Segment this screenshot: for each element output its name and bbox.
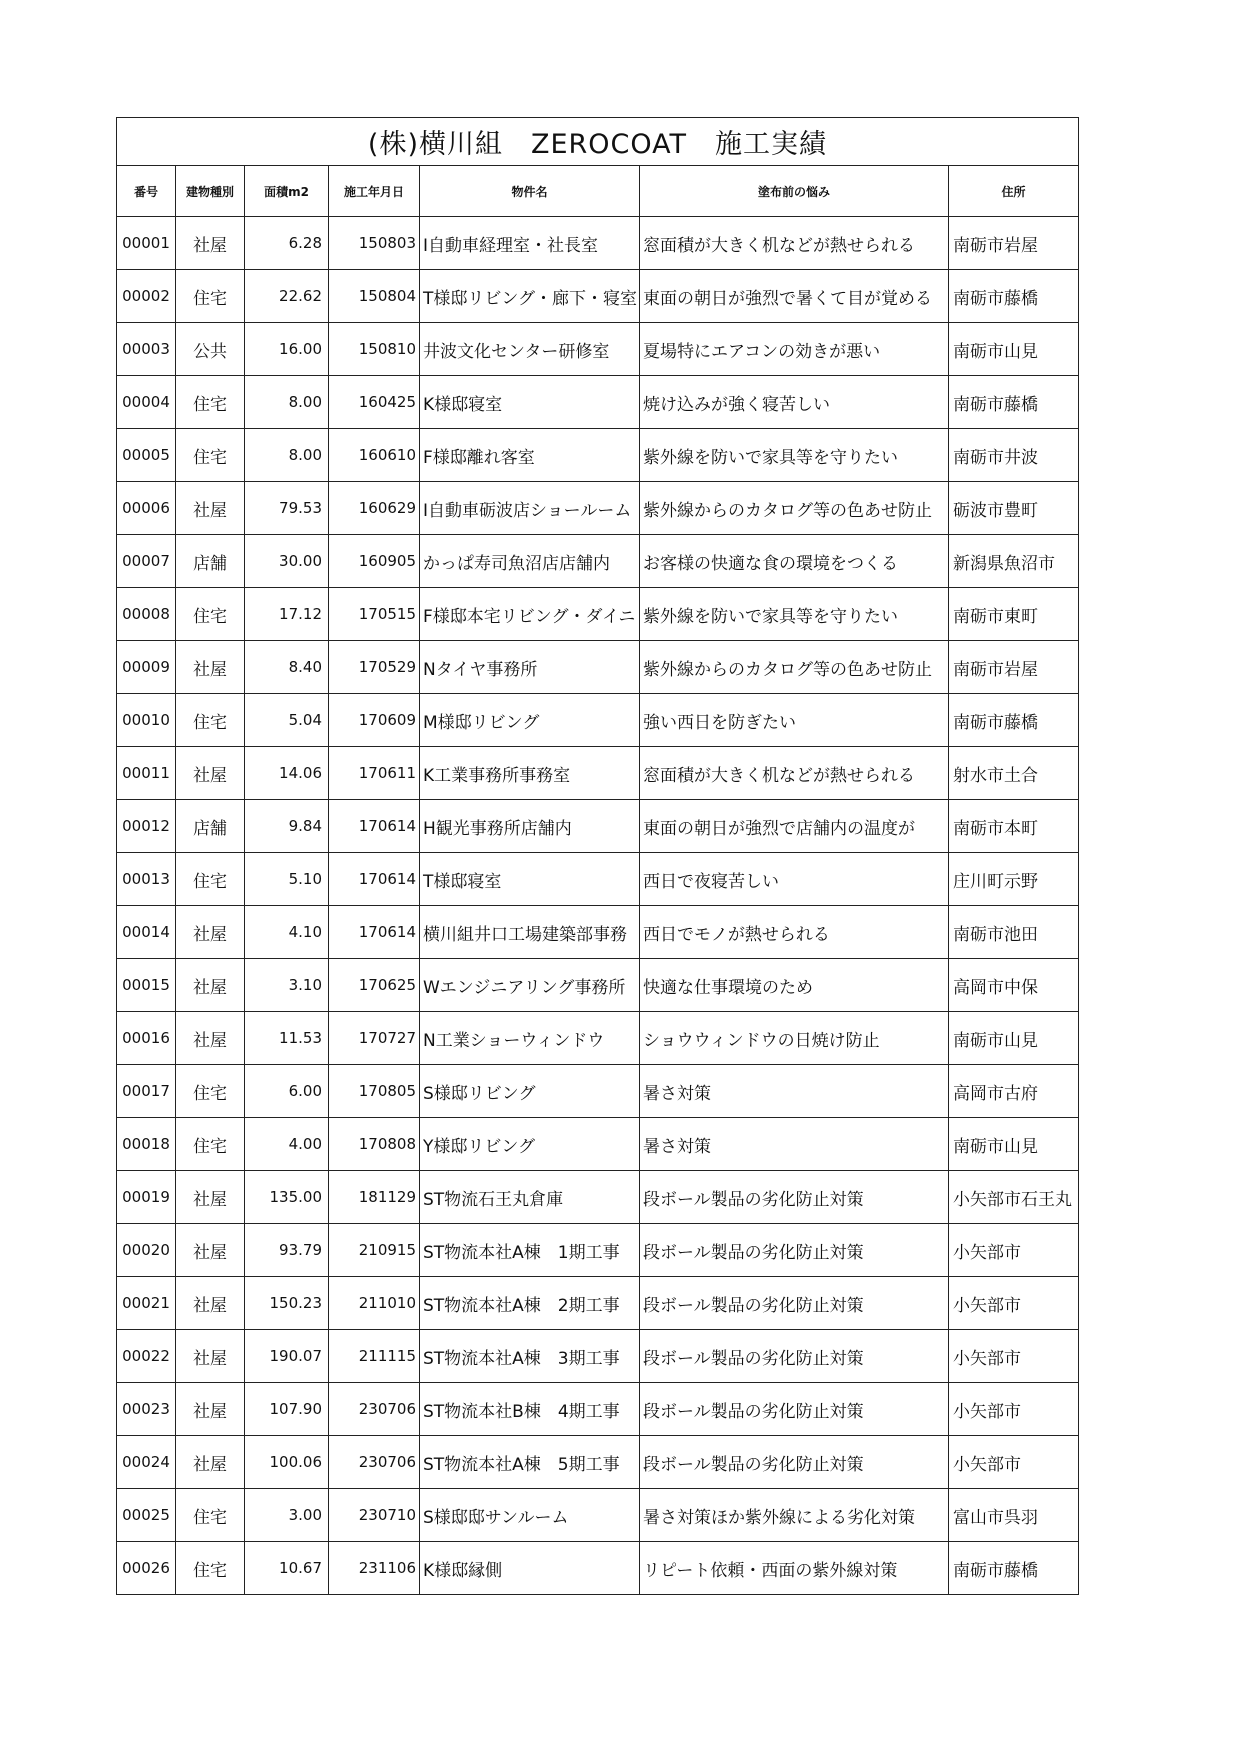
cell-address: 小矢部市 [949, 1224, 1079, 1277]
cell-address: 高岡市古府 [949, 1065, 1079, 1118]
cell-name: T様邸リビング・廊下・寝室 [420, 270, 640, 323]
cell-area: 8.00 [245, 429, 329, 482]
cell-type: 住宅 [176, 588, 245, 641]
cell-area: 8.00 [245, 376, 329, 429]
cell-no: 00018 [117, 1118, 176, 1171]
cell-date: 160905 [329, 535, 420, 588]
cell-no: 00010 [117, 694, 176, 747]
cell-date: 170515 [329, 588, 420, 641]
cell-area: 17.12 [245, 588, 329, 641]
cell-type: 社屋 [176, 482, 245, 535]
table-row [117, 1330, 1079, 1383]
cell-date: 150803 [329, 217, 420, 270]
cell-issue: 窓面積が大きく机などが熱せられる [640, 747, 949, 800]
cell-name: かっぱ寿司魚沼店店舗内 [420, 535, 640, 588]
cell-name: ST物流本社B棟 4期工事 [420, 1383, 640, 1436]
cell-date: 170614 [329, 906, 420, 959]
cell-area: 9.84 [245, 800, 329, 853]
cell-type: 住宅 [176, 853, 245, 906]
sheet-title: (株)横川組 ZEROCOAT 施工実績 [117, 118, 1079, 166]
cell-type: 店舗 [176, 535, 245, 588]
cell-issue: 窓面積が大きく机などが熱せられる [640, 217, 949, 270]
cell-address: 砺波市豊町 [949, 482, 1079, 535]
cell-issue: 段ボール製品の劣化防止対策 [640, 1436, 949, 1489]
cell-no: 00021 [117, 1277, 176, 1330]
cell-address: 南砺市東町 [949, 588, 1079, 641]
cell-issue: 段ボール製品の劣化防止対策 [640, 1171, 949, 1224]
cell-issue: 暑さ対策 [640, 1118, 949, 1171]
table-row [117, 429, 1079, 482]
cell-type: 住宅 [176, 429, 245, 482]
cell-address: 南砺市山見 [949, 1118, 1079, 1171]
cell-date: 210915 [329, 1224, 420, 1277]
cell-date: 170529 [329, 641, 420, 694]
header-address: 住所 [949, 166, 1079, 217]
cell-issue: 東面の朝日が強烈で暑くて目が覚める [640, 270, 949, 323]
table-row [117, 641, 1079, 694]
cell-date: 150804 [329, 270, 420, 323]
table-row [117, 1171, 1079, 1224]
cell-date: 170611 [329, 747, 420, 800]
cell-type: 店舗 [176, 800, 245, 853]
cell-area: 22.62 [245, 270, 329, 323]
cell-date: 230706 [329, 1383, 420, 1436]
cell-type: 社屋 [176, 1012, 245, 1065]
cell-name: I自動車砺波店ショールーム [420, 482, 640, 535]
cell-address: 小矢部市 [949, 1383, 1079, 1436]
cell-no: 00022 [117, 1330, 176, 1383]
cell-area: 10.67 [245, 1542, 329, 1595]
cell-name: T様邸寝室 [420, 853, 640, 906]
cell-name: I自動車経理室・社長室 [420, 217, 640, 270]
table-row [117, 588, 1079, 641]
cell-date: 211115 [329, 1330, 420, 1383]
cell-date: 170609 [329, 694, 420, 747]
cell-name: F様邸本宅リビング・ダイニ [420, 588, 640, 641]
cell-type: 社屋 [176, 1171, 245, 1224]
cell-type: 社屋 [176, 217, 245, 270]
table-row [117, 1224, 1079, 1277]
cell-date: 230706 [329, 1436, 420, 1489]
table-row [117, 482, 1079, 535]
cell-date: 230710 [329, 1489, 420, 1542]
table-row [117, 1542, 1079, 1595]
table-row [117, 270, 1079, 323]
cell-issue: 段ボール製品の劣化防止対策 [640, 1383, 949, 1436]
cell-address: 小矢部市 [949, 1330, 1079, 1383]
cell-no: 00017 [117, 1065, 176, 1118]
cell-date: 150810 [329, 323, 420, 376]
cell-area: 5.04 [245, 694, 329, 747]
cell-address: 小矢部市石王丸 [949, 1171, 1079, 1224]
cell-type: 社屋 [176, 1383, 245, 1436]
cell-no: 00019 [117, 1171, 176, 1224]
cell-name: K様邸縁側 [420, 1542, 640, 1595]
cell-name: M様邸リビング [420, 694, 640, 747]
header-date: 施工年月日 [329, 166, 420, 217]
table-row [117, 535, 1079, 588]
cell-address: 南砺市藤橋 [949, 1542, 1079, 1595]
cell-issue: 西日でモノが熱せられる [640, 906, 949, 959]
cell-address: 新潟県魚沼市 [949, 535, 1079, 588]
table-row [117, 959, 1079, 1012]
table-row [117, 1436, 1079, 1489]
table-row [117, 323, 1079, 376]
cell-no: 00008 [117, 588, 176, 641]
table-row [117, 800, 1079, 853]
cell-name: F様邸離れ客室 [420, 429, 640, 482]
cell-issue: 紫外線を防いで家具等を守りたい [640, 588, 949, 641]
table-row [117, 1118, 1079, 1171]
cell-name: ST物流本社A棟 2期工事 [420, 1277, 640, 1330]
cell-type: 住宅 [176, 1542, 245, 1595]
cell-no: 00024 [117, 1436, 176, 1489]
cell-name: K様邸寝室 [420, 376, 640, 429]
cell-name: ST物流本社A棟 3期工事 [420, 1330, 640, 1383]
construction-record-table [116, 117, 1079, 1595]
cell-type: 住宅 [176, 1118, 245, 1171]
cell-area: 4.00 [245, 1118, 329, 1171]
cell-area: 3.10 [245, 959, 329, 1012]
cell-no: 00015 [117, 959, 176, 1012]
cell-address: 小矢部市 [949, 1277, 1079, 1330]
cell-issue: 紫外線からのカタログ等の色あせ防止 [640, 641, 949, 694]
cell-date: 170614 [329, 800, 420, 853]
cell-type: 社屋 [176, 906, 245, 959]
cell-name: ST物流石王丸倉庫 [420, 1171, 640, 1224]
cell-issue: 段ボール製品の劣化防止対策 [640, 1224, 949, 1277]
cell-address: 南砺市岩屋 [949, 641, 1079, 694]
cell-date: 181129 [329, 1171, 420, 1224]
cell-name: 横川組井口工場建築部事務 [420, 906, 640, 959]
table-row [117, 747, 1079, 800]
cell-area: 4.10 [245, 906, 329, 959]
cell-name: S様邸邸サンルーム [420, 1489, 640, 1542]
table-row [117, 1277, 1079, 1330]
cell-date: 160629 [329, 482, 420, 535]
cell-no: 00012 [117, 800, 176, 853]
cell-no: 00023 [117, 1383, 176, 1436]
cell-no: 00003 [117, 323, 176, 376]
cell-type: 住宅 [176, 694, 245, 747]
cell-date: 160610 [329, 429, 420, 482]
cell-issue: 焼け込みが強く寝苦しい [640, 376, 949, 429]
cell-issue: 強い西日を防ぎたい [640, 694, 949, 747]
cell-address: 南砺市本町 [949, 800, 1079, 853]
cell-address: 庄川町示野 [949, 853, 1079, 906]
cell-address: 射水市土合 [949, 747, 1079, 800]
header-type: 建物種別 [176, 166, 245, 217]
table-row [117, 694, 1079, 747]
cell-address: 南砺市藤橋 [949, 376, 1079, 429]
cell-date: 231106 [329, 1542, 420, 1595]
cell-area: 5.10 [245, 853, 329, 906]
cell-address: 南砺市藤橋 [949, 270, 1079, 323]
cell-issue: 段ボール製品の劣化防止対策 [640, 1277, 949, 1330]
header-issue: 塗布前の悩み [640, 166, 949, 217]
cell-no: 00009 [117, 641, 176, 694]
table-row [117, 1489, 1079, 1542]
cell-type: 社屋 [176, 641, 245, 694]
cell-issue: 夏場特にエアコンの効きが悪い [640, 323, 949, 376]
cell-area: 107.90 [245, 1383, 329, 1436]
cell-area: 3.00 [245, 1489, 329, 1542]
cell-address: 南砺市山見 [949, 323, 1079, 376]
cell-area: 16.00 [245, 323, 329, 376]
cell-name: S様邸リビング [420, 1065, 640, 1118]
cell-no: 00007 [117, 535, 176, 588]
cell-no: 00001 [117, 217, 176, 270]
cell-date: 170614 [329, 853, 420, 906]
cell-type: 住宅 [176, 376, 245, 429]
cell-type: 住宅 [176, 270, 245, 323]
cell-date: 211010 [329, 1277, 420, 1330]
cell-no: 00013 [117, 853, 176, 906]
cell-name: ST物流本社A棟 5期工事 [420, 1436, 640, 1489]
table-row [117, 1012, 1079, 1065]
cell-issue: 紫外線を防いで家具等を守りたい [640, 429, 949, 482]
cell-issue: 紫外線からのカタログ等の色あせ防止 [640, 482, 949, 535]
cell-date: 160425 [329, 376, 420, 429]
table-row [117, 853, 1079, 906]
record-sheet [116, 117, 1078, 1595]
table-row [117, 376, 1079, 429]
cell-issue: 東面の朝日が強烈で店舗内の温度が [640, 800, 949, 853]
cell-address: 南砺市山見 [949, 1012, 1079, 1065]
cell-type: 社屋 [176, 1436, 245, 1489]
cell-issue: 段ボール製品の劣化防止対策 [640, 1330, 949, 1383]
cell-name: 井波文化センター研修室 [420, 323, 640, 376]
cell-no: 00011 [117, 747, 176, 800]
cell-area: 100.06 [245, 1436, 329, 1489]
cell-name: Nタイヤ事務所 [420, 641, 640, 694]
cell-type: 社屋 [176, 1330, 245, 1383]
cell-no: 00026 [117, 1542, 176, 1595]
cell-area: 6.28 [245, 217, 329, 270]
cell-area: 190.07 [245, 1330, 329, 1383]
cell-issue: リピート依頼・西面の紫外線対策 [640, 1542, 949, 1595]
cell-issue: ショウウィンドウの日焼け防止 [640, 1012, 949, 1065]
cell-no: 00016 [117, 1012, 176, 1065]
cell-area: 11.53 [245, 1012, 329, 1065]
cell-name: Y様邸リビング [420, 1118, 640, 1171]
cell-date: 170805 [329, 1065, 420, 1118]
cell-no: 00025 [117, 1489, 176, 1542]
cell-address: 南砺市藤橋 [949, 694, 1079, 747]
cell-area: 6.00 [245, 1065, 329, 1118]
cell-issue: 快適な仕事環境のため [640, 959, 949, 1012]
cell-no: 00006 [117, 482, 176, 535]
cell-no: 00014 [117, 906, 176, 959]
cell-address: 南砺市井波 [949, 429, 1079, 482]
cell-issue: お客様の快適な食の環境をつくる [640, 535, 949, 588]
cell-no: 00002 [117, 270, 176, 323]
cell-address: 高岡市中保 [949, 959, 1079, 1012]
cell-type: 社屋 [176, 1277, 245, 1330]
table-row [117, 217, 1079, 270]
cell-type: 社屋 [176, 747, 245, 800]
cell-type: 住宅 [176, 1489, 245, 1542]
cell-address: 南砺市池田 [949, 906, 1079, 959]
cell-no: 00020 [117, 1224, 176, 1277]
cell-type: 公共 [176, 323, 245, 376]
header-area: 面積m2 [245, 166, 329, 217]
cell-type: 社屋 [176, 959, 245, 1012]
cell-area: 8.40 [245, 641, 329, 694]
cell-area: 79.53 [245, 482, 329, 535]
cell-date: 170727 [329, 1012, 420, 1065]
table-row [117, 906, 1079, 959]
cell-name: K工業事務所事務室 [420, 747, 640, 800]
header-row [117, 166, 1079, 217]
cell-address: 富山市呉羽 [949, 1489, 1079, 1542]
cell-address: 南砺市岩屋 [949, 217, 1079, 270]
cell-issue: 西日で夜寝苦しい [640, 853, 949, 906]
cell-issue: 暑さ対策ほか紫外線による劣化対策 [640, 1489, 949, 1542]
cell-name: H観光事務所店舗内 [420, 800, 640, 853]
cell-name: ST物流本社A棟 1期工事 [420, 1224, 640, 1277]
cell-area: 93.79 [245, 1224, 329, 1277]
cell-area: 135.00 [245, 1171, 329, 1224]
cell-name: N工業ショーウィンドウ [420, 1012, 640, 1065]
cell-address: 小矢部市 [949, 1436, 1079, 1489]
header-name: 物件名 [420, 166, 640, 217]
table-row [117, 1065, 1079, 1118]
cell-type: 社屋 [176, 1224, 245, 1277]
cell-area: 150.23 [245, 1277, 329, 1330]
cell-type: 住宅 [176, 1065, 245, 1118]
cell-area: 14.06 [245, 747, 329, 800]
cell-date: 170808 [329, 1118, 420, 1171]
cell-name: Wエンジニアリング事務所 [420, 959, 640, 1012]
cell-area: 30.00 [245, 535, 329, 588]
cell-no: 00005 [117, 429, 176, 482]
cell-no: 00004 [117, 376, 176, 429]
cell-date: 170625 [329, 959, 420, 1012]
table-row [117, 1383, 1079, 1436]
header-no: 番号 [117, 166, 176, 217]
cell-issue: 暑さ対策 [640, 1065, 949, 1118]
